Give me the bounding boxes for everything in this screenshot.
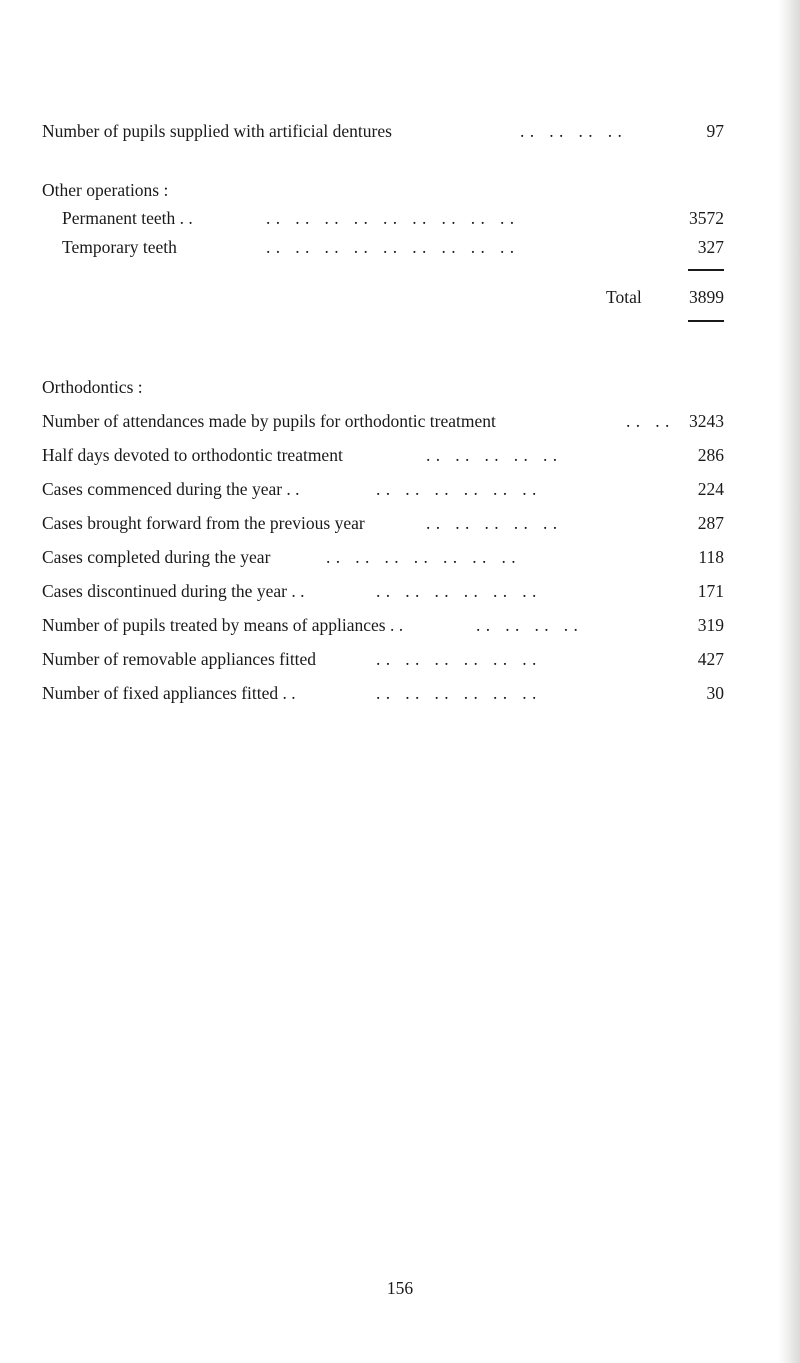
total-top-rule (688, 269, 724, 271)
leader-dots: . . . . . . . . (476, 615, 579, 635)
leader-dots: . . . . . . . . . . . . (376, 683, 537, 703)
total-value: 3899 (689, 287, 724, 307)
permanent-teeth-value: 3572 (689, 208, 724, 228)
ortho-row (42, 646, 724, 672)
leader-dots: . . . . . . . . . . . . . . (326, 547, 517, 567)
leader-dots: . . . . . . . . . . . . . . . . . . (266, 208, 515, 228)
ortho-row-value: 287 (697, 513, 724, 533)
ortho-row-value: 427 (697, 649, 724, 669)
leader-dots: . . . . (626, 411, 670, 431)
total-label: Total (606, 287, 642, 307)
ortho-row (42, 612, 724, 638)
page-number: 156 (386, 1278, 414, 1298)
ortho-row-value: 286 (697, 445, 724, 465)
leader-dots: . . . . . . . . . . . . (376, 581, 537, 601)
leader-dots: . . . . . . . . . . (426, 445, 558, 465)
leader-dots: . . . . . . . . . . (426, 513, 558, 533)
ortho-row-value: 30 (706, 683, 724, 703)
page-edge-shadow (778, 0, 800, 1363)
ortho-row (42, 544, 724, 570)
leader-dots: . . . . . . . . (520, 121, 623, 141)
ortho-row-value: 224 (697, 479, 724, 499)
other-operations-heading: Other operations : (42, 180, 169, 200)
ortho-row (42, 408, 724, 434)
temporary-teeth-row (42, 234, 724, 260)
leader-dots: . . . . . . . . . . . . . . . . . . (266, 237, 515, 257)
ortho-row-value: 319 (697, 615, 724, 635)
total-bottom-rule (688, 320, 724, 322)
dentures-label: Number of pupils supplied with artificial dentures (42, 121, 392, 141)
leader-dots: . . . . . . . . . . . . (376, 649, 537, 669)
leader-dots: . . . . . . . . . . . . (376, 479, 537, 499)
ortho-row (42, 476, 724, 502)
dentures-row (42, 118, 724, 144)
ortho-row-value: 118 (698, 547, 724, 567)
ortho-row-label: Cases completed during the year (42, 547, 271, 567)
ortho-row-label: Half days devoted to orthodontic treatment (42, 445, 343, 465)
ortho-row-label: Cases brought forward from the previous year (42, 513, 365, 533)
ortho-row (42, 442, 724, 468)
ortho-row-value: 3243 (689, 411, 724, 431)
ortho-row-label: Number of attendances made by pupils for orthodontic treatment (42, 411, 496, 431)
temporary-teeth-label: Temporary teeth (62, 237, 177, 257)
ortho-row-label: Number of removable appliances fitted (42, 649, 317, 669)
permanent-teeth-row (42, 205, 724, 231)
temporary-teeth-value: 327 (697, 237, 724, 257)
ortho-row-label: Number of fixed appliances fitted . . (42, 683, 296, 703)
ortho-row (42, 680, 724, 706)
ortho-row-value: 171 (697, 581, 724, 601)
dentures-value: 97 (706, 121, 724, 141)
ortho-row-label: Number of pupils treated by means of appliances . . (42, 615, 404, 635)
permanent-teeth-label: Permanent teeth . . (62, 208, 193, 228)
orthodontics-heading: Orthodontics : (42, 377, 143, 397)
ortho-row-label: Cases discontinued during the year . . (42, 581, 305, 601)
ortho-row (42, 578, 724, 604)
ortho-row-label: Cases commenced during the year . . (42, 479, 300, 499)
ortho-row (42, 510, 724, 536)
